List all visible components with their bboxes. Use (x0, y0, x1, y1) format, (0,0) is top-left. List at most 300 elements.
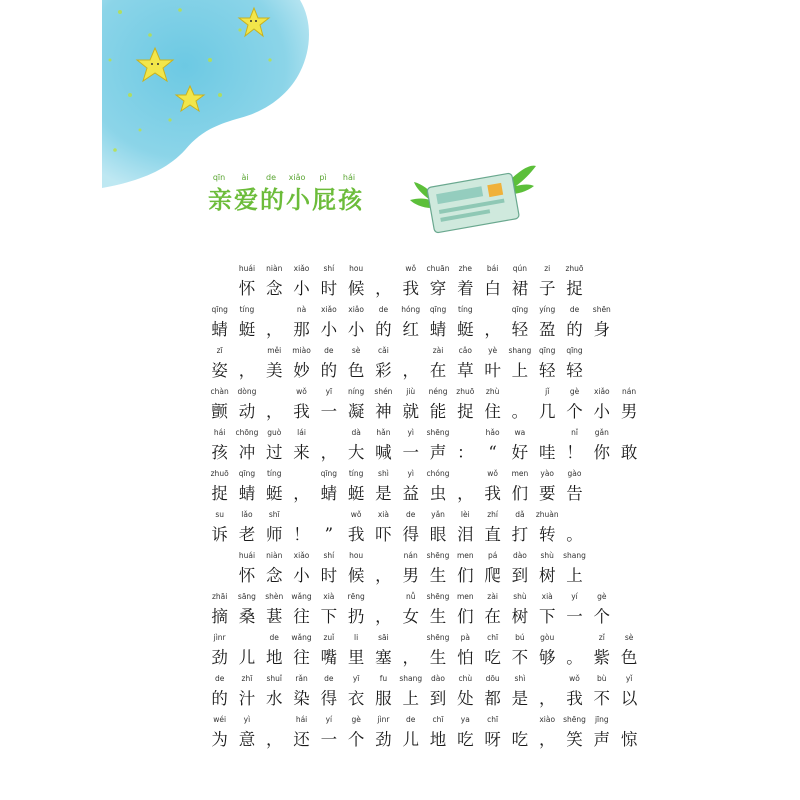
pinyin: nǚ (405, 592, 416, 601)
pinyin (261, 305, 288, 316)
hanzi-char: 蜻 (211, 320, 228, 339)
hanzi-char: 不 (593, 689, 611, 708)
pinyin: de (406, 510, 416, 519)
hanzi-char: 都 (484, 689, 501, 708)
hanzi-char: 盈 (538, 320, 556, 339)
pinyin: jǐ (545, 387, 550, 396)
hanzi-char: 树 (538, 566, 556, 585)
pinyin: qīn (212, 173, 226, 182)
pinyin: bú (515, 633, 525, 642)
pinyin: de (378, 305, 389, 314)
pinyin: hóng (401, 305, 421, 314)
hanzi-char: ， (265, 730, 283, 749)
hanzi-char: 女 (402, 607, 419, 626)
pinyin-row (206, 305, 611, 316)
pinyin (534, 674, 561, 685)
hanzi-char: 凝 (347, 402, 365, 421)
text-line (206, 592, 611, 633)
pinyin: měi (267, 346, 282, 355)
hanzi-char: 哇 (538, 443, 556, 462)
hanzi-row (206, 521, 606, 549)
pinyin: xiào (539, 715, 556, 724)
pinyin: rēng (347, 592, 365, 601)
pinyin: zài (487, 592, 498, 601)
hanzi-char: ” (324, 525, 334, 544)
pinyin: zǐ (598, 633, 605, 642)
hanzi-char: 老 (238, 525, 256, 544)
pinyin (315, 428, 342, 439)
title-text: 亲爱的小屁孩 (208, 186, 364, 214)
pinyin (370, 264, 397, 275)
hanzi-char: 塞 (375, 648, 392, 667)
hanzi-char: 上 (402, 689, 419, 708)
pinyin: men (511, 469, 529, 478)
pinyin: shang (508, 346, 532, 355)
pinyin: jìnr (377, 715, 390, 724)
hanzi-char: 的 (375, 320, 392, 339)
hanzi-char: ， (457, 484, 474, 503)
pinyin: tíng (266, 469, 282, 478)
hanzi-char: ： (457, 443, 474, 462)
hanzi-char: 红 (402, 320, 419, 339)
hanzi-char: 小 (293, 566, 310, 585)
hanzi-char: 衣 (347, 689, 365, 708)
pinyin: tíng (458, 305, 473, 314)
pinyin (561, 510, 588, 521)
pinyin: wǎng (291, 592, 312, 601)
hanzi-char: 。 (511, 402, 529, 421)
pinyin: sāng (237, 592, 256, 601)
pinyin (233, 633, 260, 644)
pinyin: tíng (239, 305, 255, 314)
hanzi-char: 往 (293, 648, 310, 667)
pinyin: zhuō (565, 264, 584, 273)
pinyin: de (406, 715, 416, 724)
pinyin-row (206, 428, 609, 439)
hanzi-char: 敢 (620, 443, 638, 462)
pinyin: zài (432, 346, 444, 355)
hanzi-char: 小 (293, 279, 310, 298)
hanzi-char: ， (265, 402, 283, 421)
hanzi-char: 眼 (429, 525, 447, 544)
pinyin: qīng (511, 305, 529, 314)
text-line (206, 551, 606, 592)
pinyin: sè (351, 346, 361, 355)
hanzi-char: 泪 (457, 525, 474, 544)
pinyin: wǒ (405, 264, 417, 273)
hanzi-char: 美 (265, 361, 283, 380)
hanzi-char: ！ (293, 525, 310, 544)
hanzi-char: 在 (429, 361, 447, 380)
pinyin-row (206, 674, 633, 685)
pinyin: qīng (539, 346, 556, 355)
hanzi-char: 蜻 (238, 484, 256, 503)
pinyin: wéi (213, 715, 227, 724)
hanzi-char: 男 (620, 402, 638, 421)
hanzi-char: ， (375, 607, 392, 626)
hanzi-char: 得 (402, 525, 419, 544)
hanzi-char: 声 (429, 443, 447, 462)
pinyin-row (206, 592, 606, 603)
pinyin: yì (243, 715, 251, 724)
pinyin: shēng (426, 428, 450, 437)
pinyin: yì (407, 428, 414, 437)
pinyin: xiǎo (288, 173, 306, 182)
hanzi-char: 呀 (484, 730, 501, 749)
hanzi-char: 蜻 (320, 484, 338, 503)
hanzi-char: 色 (347, 361, 365, 380)
hanzi-char: 桑 (238, 607, 256, 626)
pinyin-row (206, 510, 606, 521)
pinyin: bù (597, 674, 607, 683)
hanzi-char: 候 (347, 279, 365, 298)
pinyin (561, 633, 588, 644)
pinyin: men (456, 592, 474, 601)
pinyin: qīng (211, 305, 228, 314)
pinyin: miào (292, 346, 311, 355)
pinyin: pà (460, 633, 470, 642)
hanzi-char: 我 (293, 402, 310, 421)
hanzi-char: 念 (265, 566, 283, 585)
pinyin: sè (624, 633, 634, 642)
pinyin: su (215, 510, 224, 519)
pinyin: gào (567, 469, 582, 478)
hanzi-char: 喊 (375, 443, 392, 462)
hanzi-char: 一 (320, 730, 338, 749)
hanzi-char: 告 (566, 484, 583, 503)
pinyin (615, 428, 642, 439)
hanzi-char: 能 (429, 402, 447, 421)
pinyin: xiǎo (348, 305, 364, 314)
hanzi-char: 。 (566, 525, 583, 544)
pinyin: hou (349, 264, 364, 273)
pinyin: dào (431, 674, 445, 683)
hanzi-char: ， (375, 279, 392, 298)
pinyin: shang (399, 674, 423, 683)
pinyin: zhāi (211, 592, 228, 601)
pinyin (506, 715, 533, 726)
pinyin (397, 346, 424, 357)
pinyin (452, 469, 479, 480)
hanzi-char: 吓 (375, 525, 392, 544)
pinyin: chī (432, 715, 444, 724)
pinyin: dǎ (515, 510, 525, 519)
hanzi-char: 穿 (429, 279, 447, 298)
pinyin: de (214, 674, 225, 683)
pinyin: xià (377, 510, 389, 519)
hanzi-char: 一 (320, 402, 338, 421)
hanzi-char: 的 (320, 361, 338, 380)
hanzi-char: 儿 (238, 648, 256, 667)
pinyin (233, 346, 260, 357)
hanzi-char: 我 (347, 525, 365, 544)
hanzi-char: 草 (457, 361, 474, 380)
pinyin: yí (571, 592, 578, 601)
hanzi-char: 葚 (265, 607, 283, 626)
pinyin: shí (323, 264, 335, 273)
pinyin: zhù (485, 387, 500, 396)
pinyin: pá (487, 551, 498, 560)
pinyin: gòu (540, 633, 555, 642)
hanzi-char: 够 (538, 648, 556, 667)
hanzi-char: 轻 (511, 320, 529, 339)
hanzi-char: 孩 (211, 443, 228, 462)
hanzi-char: 几 (538, 402, 556, 421)
hanzi-char: 来 (293, 443, 310, 462)
pinyin (261, 387, 288, 398)
pinyin: yǐ (625, 674, 633, 683)
pinyin: ya (460, 715, 470, 724)
hanzi-char: 为 (211, 730, 228, 749)
hanzi-char: 扔 (347, 607, 365, 626)
hanzi-char: 服 (375, 689, 392, 708)
hanzi-char: 时 (320, 279, 338, 298)
pinyin (206, 551, 233, 562)
hanzi-char: 好 (511, 443, 529, 462)
hanzi-char: 们 (511, 484, 529, 503)
pinyin: li (354, 633, 359, 642)
pinyin: yí (325, 715, 333, 724)
pinyin: men (456, 551, 474, 560)
pinyin: niàn (266, 551, 283, 560)
pinyin: shì (514, 674, 526, 683)
hanzi-char: 直 (484, 525, 501, 544)
hanzi-char: 摘 (211, 607, 228, 626)
pinyin: hái (295, 715, 308, 724)
pinyin: dòng (237, 387, 257, 396)
pinyin (288, 510, 315, 521)
pinyin: yī (352, 674, 360, 683)
hanzi-char: 轻 (538, 361, 556, 380)
pinyin: zhí (487, 510, 498, 519)
hanzi-char: 们 (457, 566, 474, 585)
pinyin: tíng (348, 469, 364, 478)
pinyin (397, 633, 424, 644)
pinyin: yī (325, 387, 333, 396)
pinyin: zhe (458, 264, 472, 273)
hanzi-char: 意 (238, 730, 256, 749)
pinyin (288, 469, 315, 480)
hanzi-char: 往 (293, 607, 310, 626)
hanzi-char: 益 (402, 484, 419, 503)
hanzi-char: 裙 (511, 279, 529, 298)
hanzi-row (206, 316, 611, 344)
pinyin: shù (540, 551, 554, 560)
hanzi-char: 蜓 (265, 484, 283, 503)
hanzi-char: 笑 (566, 730, 583, 749)
hanzi-char: 劲 (375, 730, 392, 749)
hanzi-char: 姿 (211, 361, 228, 380)
pinyin: nán (403, 551, 418, 560)
night-sky-illustration (0, 0, 330, 200)
hanzi-char: 上 (566, 566, 583, 585)
pinyin: jiù (406, 387, 416, 396)
pinyin: chóng (426, 469, 450, 478)
hanzi-row (206, 726, 638, 754)
pinyin: shēn (592, 305, 611, 314)
pinyin: néng (428, 387, 448, 396)
pinyin: qún (512, 264, 528, 273)
hanzi-char: 小 (347, 320, 365, 339)
hanzi-char: 虫 (429, 484, 447, 503)
pinyin: chī (487, 715, 499, 724)
pinyin: lái (297, 428, 306, 437)
hanzi-char: 下 (538, 607, 556, 626)
hanzi-char: 不 (511, 648, 529, 667)
pinyin: chàn (210, 387, 229, 396)
hanzi-row (206, 398, 638, 426)
pinyin: xiǎo (593, 387, 610, 396)
pinyin: sāi (378, 633, 389, 642)
pinyin: shēng (426, 633, 450, 642)
pinyin: cǎo (458, 346, 472, 355)
hanzi-char: 蜓 (347, 484, 365, 503)
hanzi-char: 怕 (457, 648, 474, 667)
hanzi-char: 动 (238, 402, 256, 421)
hanzi-row (206, 562, 606, 590)
hanzi-char: 念 (265, 279, 283, 298)
hanzi-char: 大 (347, 443, 365, 462)
hanzi-char: ， (538, 730, 556, 749)
text-line (206, 674, 638, 715)
pinyin: nǐ (571, 428, 578, 437)
pinyin: dà (351, 428, 361, 437)
pinyin: zhuō (210, 469, 229, 478)
hanzi-char: 身 (593, 320, 611, 339)
hanzi-char: 得 (320, 689, 338, 708)
pinyin: zhī (241, 674, 253, 683)
hanzi-char: 的 (566, 320, 583, 339)
pinyin: yào (540, 469, 555, 478)
hanzi-char: 时 (320, 566, 338, 585)
title-pinyin (206, 173, 376, 185)
text-line (206, 264, 606, 305)
pinyin: zhuàn (535, 510, 559, 519)
pinyin: niàn (266, 264, 283, 273)
pinyin: de (324, 674, 334, 683)
pinyin: gè (351, 715, 361, 724)
hanzi-char: ， (320, 443, 338, 462)
hanzi-char: 上 (511, 361, 529, 380)
hanzi-char: 冲 (238, 443, 256, 462)
pinyin: wǎng (291, 633, 312, 642)
hanzi-char: ， (402, 361, 419, 380)
pinyin: shī (268, 510, 280, 519)
hanzi-char (206, 562, 233, 590)
pinyin: zuǐ (323, 633, 335, 642)
text-line (206, 346, 606, 387)
hanzi-char: 里 (347, 648, 365, 667)
pinyin: shēng (426, 592, 450, 601)
pinyin: chù (458, 674, 473, 683)
hanzi-char: 染 (293, 689, 310, 708)
hanzi-char: ， (375, 566, 392, 585)
hanzi-char: ！ (566, 443, 583, 462)
pinyin: qīng (429, 305, 447, 314)
hanzi-char: 吃 (484, 648, 501, 667)
pinyin: jìnr (213, 633, 226, 642)
hanzi-char: ， (293, 484, 310, 503)
hanzi-char: 轻 (566, 361, 583, 380)
pinyin: wa (514, 428, 526, 437)
pinyin: qīng (566, 346, 583, 355)
pinyin (206, 264, 233, 275)
pinyin: gè (597, 592, 607, 601)
text-line (206, 510, 606, 551)
hanzi-char: 劲 (211, 648, 228, 667)
pinyin: shang (563, 551, 586, 560)
hanzi-char: ， (238, 361, 256, 380)
text-line (206, 633, 638, 674)
hanzi-char: 要 (538, 484, 556, 503)
hanzi-char: 在 (484, 607, 501, 626)
pinyin: hou (349, 551, 364, 560)
hanzi-char: 捉 (211, 484, 228, 503)
pinyin-row (206, 346, 606, 357)
hanzi-char: 嘴 (320, 648, 338, 667)
hanzi-row (206, 644, 638, 672)
pinyin: jīng (594, 715, 609, 724)
hanzi-char: “ (488, 443, 497, 462)
hanzi-char: 到 (429, 689, 447, 708)
hanzi-char: 师 (265, 525, 283, 544)
text-line (206, 469, 606, 510)
hanzi-char: 们 (457, 607, 474, 626)
hanzi-char: 打 (511, 525, 529, 544)
pinyin: zī (216, 346, 223, 355)
pinyin: lèi (460, 510, 470, 519)
pinyin: shēng (563, 715, 586, 724)
winged-ticket-icon (408, 160, 538, 240)
hanzi-char: 声 (593, 730, 611, 749)
hanzi-char: 捉 (457, 402, 474, 421)
hanzi-char: 过 (265, 443, 283, 462)
hanzi-char: 水 (265, 689, 283, 708)
pinyin: hǎo (485, 428, 500, 437)
hanzi-char: 地 (265, 648, 283, 667)
hanzi-char: 一 (402, 443, 419, 462)
pinyin: chuān (426, 264, 450, 273)
hanzi-char: 我 (402, 279, 419, 298)
hanzi-char: 树 (511, 607, 529, 626)
hanzi-char: 蜻 (429, 320, 447, 339)
pinyin: huái (238, 551, 256, 560)
hanzi-char: 蜓 (238, 320, 256, 339)
pinyin: wǒ (569, 674, 580, 683)
hanzi-char: 。 (566, 648, 583, 667)
story-title (206, 173, 376, 215)
pinyin: chī (487, 633, 499, 642)
hanzi-char: 生 (429, 648, 447, 667)
pinyin: gè (569, 387, 580, 396)
hanzi-row (206, 439, 638, 467)
pinyin-row (206, 264, 606, 275)
hanzi-row (206, 603, 611, 631)
pinyin: wǒ (487, 469, 498, 478)
pinyin: níng (347, 387, 365, 396)
pinyin: dōu (485, 674, 500, 683)
hanzi-char: 白 (484, 279, 501, 298)
pinyin-row (206, 715, 609, 726)
hanzi-char: 的 (211, 689, 228, 708)
pinyin: hái (213, 428, 226, 437)
pinyin: zhuō (456, 387, 475, 396)
pinyin (534, 428, 561, 439)
hanzi-char: 一 (566, 607, 583, 626)
hanzi-char: 你 (593, 443, 611, 462)
pinyin: shèn (265, 592, 284, 601)
hanzi-char: 到 (511, 566, 529, 585)
